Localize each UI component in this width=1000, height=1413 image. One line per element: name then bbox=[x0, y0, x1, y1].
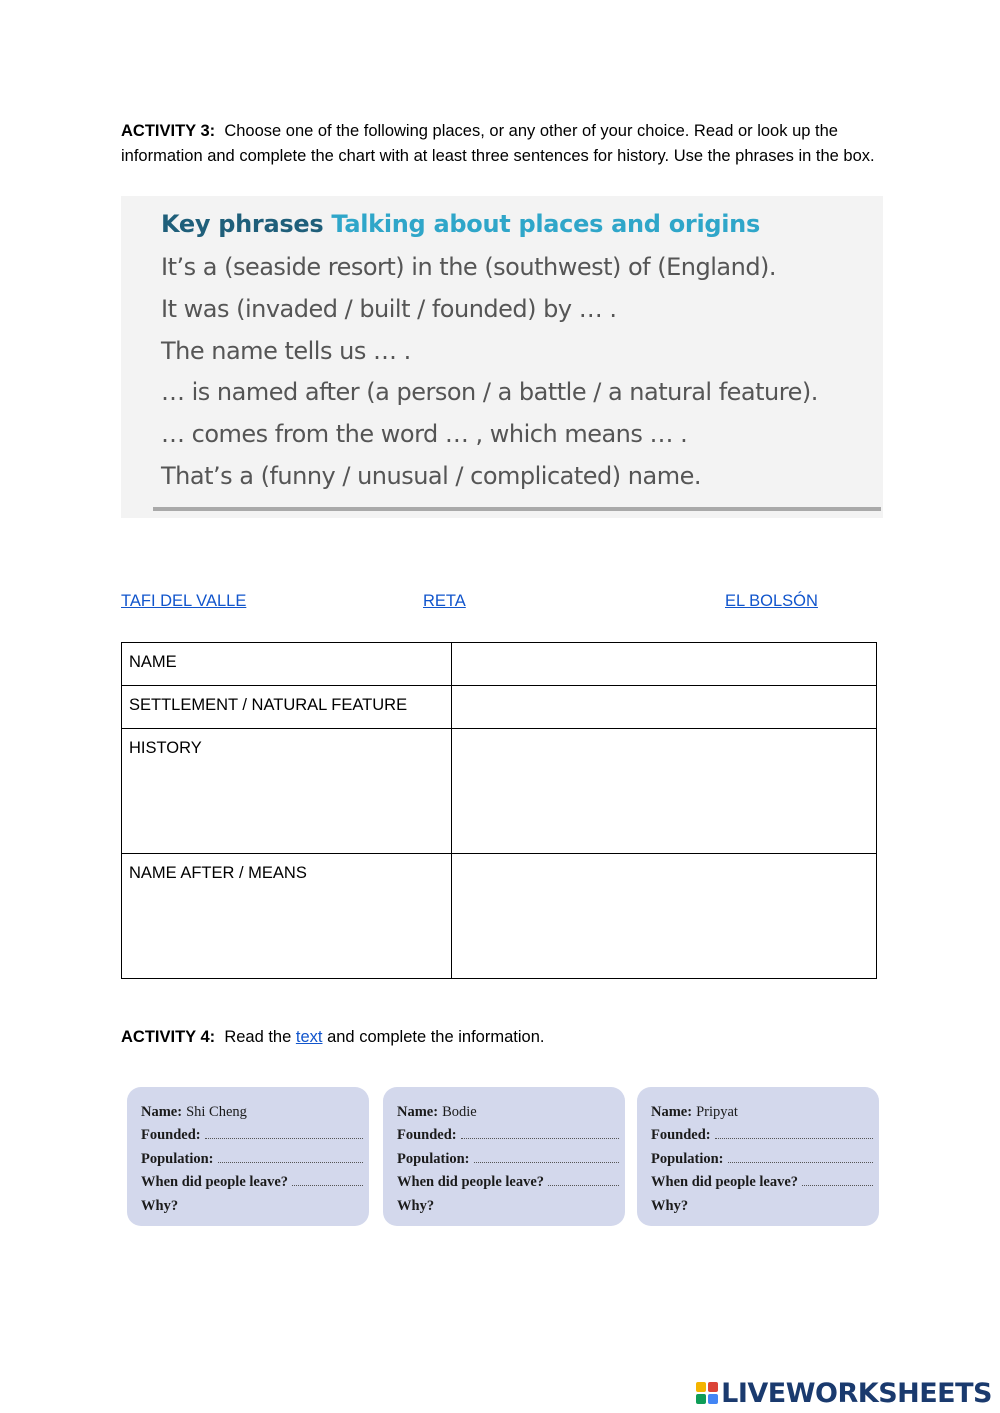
activity4-text-after: and complete the information. bbox=[327, 1028, 545, 1046]
key-phrase-line: The name tells us … . bbox=[161, 337, 411, 365]
activity4-text-link[interactable]: text bbox=[295, 1028, 323, 1046]
card-leave-label: When did people leave? bbox=[141, 1174, 289, 1190]
card-population-input[interactable] bbox=[728, 1162, 873, 1163]
card-leave-input[interactable] bbox=[292, 1185, 363, 1186]
card-population-input[interactable] bbox=[474, 1162, 619, 1163]
card-founded-input[interactable] bbox=[715, 1138, 873, 1139]
key-phrases-divider bbox=[153, 507, 881, 511]
card-leave-input[interactable] bbox=[802, 1185, 873, 1186]
card-name-label: Name: bbox=[141, 1103, 183, 1120]
chart-input-history[interactable] bbox=[452, 729, 877, 854]
activity4-paragraph bbox=[121, 1028, 544, 1047]
card-founded-label: Founded: bbox=[141, 1127, 201, 1143]
card-leave-input[interactable] bbox=[548, 1185, 619, 1186]
card-why-label: Why? bbox=[651, 1197, 689, 1214]
logo-square bbox=[708, 1394, 718, 1404]
place-info-chart bbox=[121, 642, 877, 979]
card-founded-input[interactable] bbox=[205, 1138, 363, 1139]
card-population-label: Population: bbox=[651, 1150, 724, 1167]
card-leave-label: When did people leave? bbox=[397, 1174, 545, 1190]
chart-label-name: NAME bbox=[122, 643, 452, 686]
card-founded-label: Founded: bbox=[397, 1127, 457, 1143]
card-population-label: Population: bbox=[141, 1150, 214, 1167]
card-population-label: Population: bbox=[397, 1150, 470, 1167]
key-phrases-title-b: Talking about places and origins bbox=[331, 210, 760, 238]
place-link-tafi-del-valle[interactable]: TAFI DEL VALLE bbox=[121, 592, 247, 610]
place-link-reta[interactable]: RETA bbox=[423, 592, 466, 610]
card-name-value: Pripyat bbox=[696, 1103, 738, 1120]
key-phrase-line: … is named after (a person / a battle / a natural feature). bbox=[161, 378, 818, 406]
card-name-value: Shi Cheng bbox=[186, 1103, 247, 1120]
chart-label-name-after: NAME AFTER / MEANS bbox=[122, 854, 452, 979]
activity3-instructions: Choose one of the following places, or any other of your choice. Read or look up the information and complete the chart with at least three sentences for history. Use the phrases in the box. bbox=[121, 122, 875, 165]
table-row bbox=[122, 729, 877, 854]
place-link-el-bolson[interactable]: EL BOLSÓN bbox=[725, 592, 818, 610]
card-leave-label: When did people leave? bbox=[651, 1174, 799, 1190]
activity4-text-before: Read the bbox=[224, 1028, 292, 1046]
activity3-paragraph bbox=[121, 119, 881, 169]
ghost-town-card bbox=[637, 1087, 879, 1226]
logo-square bbox=[696, 1394, 706, 1404]
logo-square bbox=[708, 1382, 718, 1392]
key-phrases-title bbox=[161, 210, 760, 238]
table-row bbox=[122, 686, 877, 729]
key-phrase-line: It was (invaded / built / founded) by … . bbox=[161, 295, 617, 323]
key-phrase-line: It’s a (seaside resort) in the (southwest) of (England). bbox=[161, 253, 777, 281]
card-name-label: Name: bbox=[397, 1103, 439, 1120]
activity4-label: ACTIVITY 4: bbox=[121, 1028, 216, 1046]
key-phrase-line: That’s a (funny / unusual / complicated) name. bbox=[161, 462, 701, 490]
liveworksheets-logo-icon bbox=[696, 1382, 718, 1404]
card-why-label: Why? bbox=[397, 1197, 435, 1214]
logo-square bbox=[696, 1382, 706, 1392]
liveworksheets-logo-text: LIVEWORKSHEETS bbox=[721, 1377, 992, 1409]
key-phrase-line: … comes from the word … , which means … . bbox=[161, 420, 688, 448]
activity3-label: ACTIVITY 3: bbox=[121, 122, 216, 140]
card-why-label: Why? bbox=[141, 1197, 179, 1214]
ghost-town-card bbox=[127, 1087, 369, 1226]
chart-input-settlement[interactable] bbox=[452, 686, 877, 729]
card-name-value: Bodie bbox=[442, 1103, 477, 1120]
card-founded-label: Founded: bbox=[651, 1127, 711, 1143]
chart-label-settlement: SETTLEMENT / NATURAL FEATURE bbox=[122, 686, 452, 729]
ghost-town-card bbox=[383, 1087, 625, 1226]
card-population-input[interactable] bbox=[218, 1162, 363, 1163]
chart-input-name-after[interactable] bbox=[452, 854, 877, 979]
card-founded-input[interactable] bbox=[461, 1138, 619, 1139]
key-phrases-title-a: Key phrases bbox=[161, 210, 324, 238]
card-name-label: Name: bbox=[651, 1103, 693, 1120]
chart-input-name[interactable] bbox=[452, 643, 877, 686]
key-phrases-box bbox=[121, 196, 883, 518]
table-row bbox=[122, 854, 877, 979]
liveworksheets-logo bbox=[696, 1378, 992, 1408]
chart-label-history: HISTORY bbox=[122, 729, 452, 854]
table-row bbox=[122, 643, 877, 686]
